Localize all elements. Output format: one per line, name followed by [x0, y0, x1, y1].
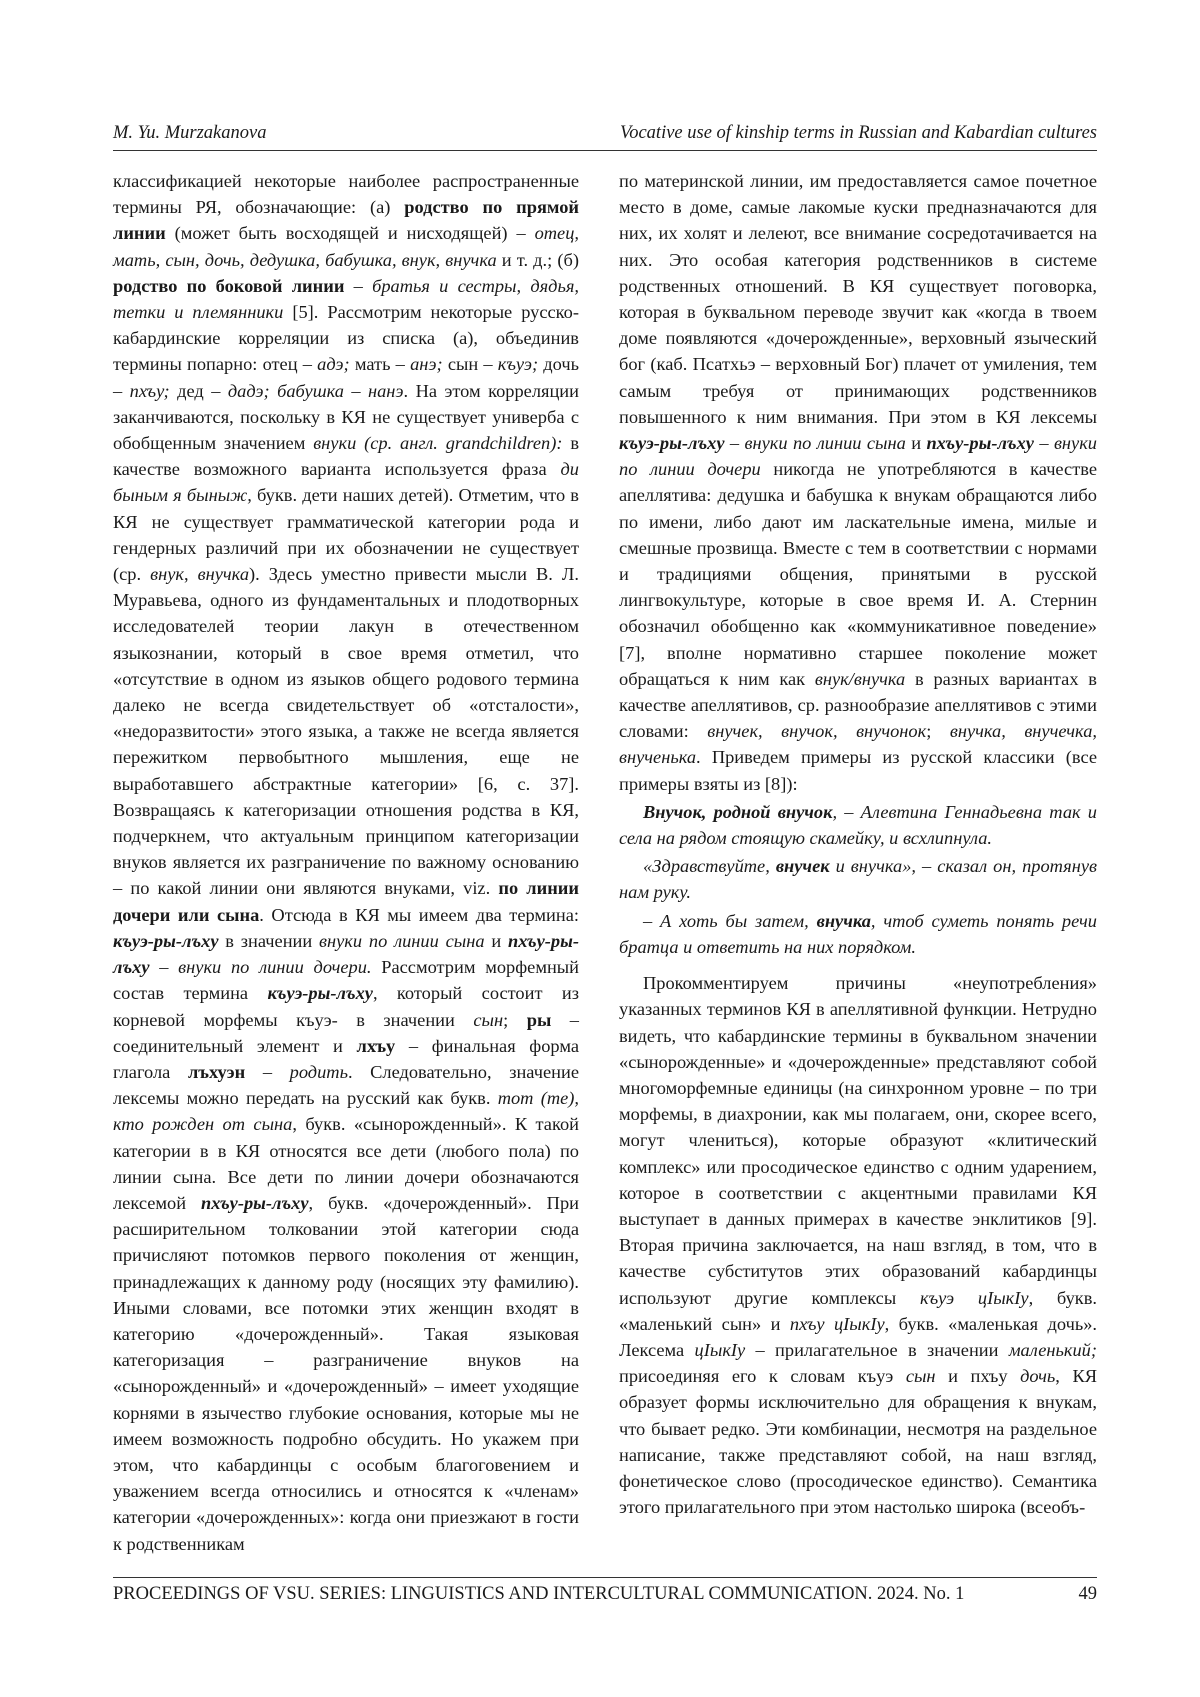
page-number: 49: [1078, 1584, 1097, 1604]
header-title: Vocative use of kinship terms in Russian and Kabardian cultures: [619, 123, 1097, 143]
example-quote: Внучок, родной внучок, – Алевтина Геннадьевна так и села на рядом стоящую скамейку, и всхлипнула.: [619, 801, 1097, 849]
footer-journal: PROCEEDINGS OF VSU. SERIES: LINGUISTICS AND INTERCULTURAL COMMUNICATION. 2024. No. 1: [113, 1584, 965, 1604]
paragraph: классификацией некоторые наиболее распространенные термины РЯ, обозначающие: (а) родство по прямой линии (может быть восходящей и нисходящей) – отец, мать, сын, дочь, дедушка, бабушка, внук, внучка и т. д.; (б) родство по боковой линии – братья и сестры, дядья, тетки и племянники [5]. Рассмотрим некоторые русско-кабардинские корреляции из списка (а), объединив термины попарно: отец – адэ; мать – анэ; сын – къуэ; дочь – пхъу; дед – дадэ; бабушка – нанэ. На этом корреляции заканчиваются, поскольку в КЯ не существует универба с обобщенным значением внуки (ср. англ. grandchildren): в качестве возможного варианта используется фраза ди быным я быныж, букв. дети наших детей). Отметим, что в КЯ не существует грамматической категории рода и гендерных различий при их обозначении не существует (ср. внук, внучка). Здесь уместно привести мысли В. Л. Муравьева, одного из фундаментальных и плодотворных исследователей теории лакун в отечественном языкознании, который в свое время отметил, что «отсутствие в одном из языков общего родового термина далеко не всегда свидетельствует об «отсталости», «недоразвитости» этого языка, а также не всегда является пережитком первобытного мышления, еще не выработавшего абстрактные категории» [6, с. 37]. Возвращаясь к категоризации отношения родства в КЯ, подчеркнем, что актуальным принципом категоризации внуков является их разграничение по важному основанию – по какой линии они являются внуками, viz. по линии дочери или сына. Отсюда в КЯ мы имеем два термина: къуэ-ры-лъху в значении внуки по линии сына и пхъу-ры-лъху – внуки по линии дочери. Рассмотрим морфемный состав термина къуэ-ры-лъху, который состоит из корневой морфемы къуэ- в значении сын; ры – соединительный элемент и лхъу – финальная форма глагола лъхуэн – родить. Следовательно, значение лексемы можно передать на русский как букв. тот (те), кто рожден от сына, букв. «сынорожденный». К такой категории в в КЯ относятся все дети (любого пола) по линии сына. Все дети по линии дочери обозначаются лексемой пхъу-ры-лъху, букв. «дочерожденный». При расширительном толковании этой категории сюда причисляют потомков первого поколения от женщин, принадлежащих к данному роду (носящих эту фамилию). Иными словами, все потомки этих женщин входят в категорию «дочерожденный». Такая языковая категоризация – разграничение внуков на «сынорожденный» и «дочерожденный» – имеет уходящие корнями в язычество глубокие основания, которые мы не имеем возможность подробно обсудить. Но укажем при этом, что кабардинцы с особым благоговением и уважением всегда относились и относятся к «членам» категории «дочерожденных»: когда они приезжают в гости к родственникам: [113, 171, 580, 1554]
header-author: M. Yu. Murzakanova: [113, 123, 267, 143]
running-header: [113, 122, 1097, 151]
running-footer: [113, 1577, 1097, 1604]
paragraph: Прокомментируем причины «неупотребления» указанных терминов КЯ в апеллятивной функции. Нетрудно видеть, что кабардинские термины в буквальном значении «сынорожденные» и «дочерожденные» представляют собой многоморфемные единицы (на синхронном уровне – по три морфемы, в диахронии, как мы полагаем, они, скорее всего, могут члениться), которые образуют «клитический комплекс» или просодическое единство с одним ударением, которое в соответствии с акцентными правилами КЯ выступает в данных примерах в качестве энклитиков [9]. Вторая причина заключается, на наш взгляд, в том, что в качестве субститутов этих образований кабардинцы используют другие комплексы къуэ цIыкIу, букв. «маленький сын» и пхъу цIыкIу, букв. «маленькая дочь». Лексема цIыкIу – прилагательное в значении маленький; присоединяя его к словам къуэ сын и пхъу дочь, КЯ образует формы исключительно для обращения к внукам, что бывает редко. Эти комбинации, несмотря на раздельное написание, также представляют собой, на наш взгляд, фонетическое слово (просодическое единство). Семантика этого прилагательного при этом настолько широка (всеобъ-: [619, 973, 1098, 1518]
example-quote: – А хоть бы затем, внучка, чтоб суметь понять речи братца и ответить на них порядком.: [619, 910, 1097, 957]
example-quote: «Здравствуйте, внучек и внучка», – сказал он, протянув нам руку.: [619, 856, 1097, 903]
left-column: [113, 168, 579, 1557]
right-column: [619, 168, 1097, 1520]
paragraph: по материнской линии, им предоставляется самое почетное место в доме, самые лакомые куски предназначаются для них, их холят и лелеют, все внимание сосредотачивается на них. Это особая категория родственников в системе родственных отношений. В КЯ существует поговорка, которая в буквальном переводе звучит как «когда в твоем доме появляются «дочерожденные», верховный языческий бог (каб. Псатхьэ – верховный Бог) плачет от умиления, тем самым требуя от принимающих родственников повышенного к ним внимания. При этом в КЯ лексемы къуэ-ры-лъху – внуки по линии сына и пхъу-ры-лъху – внуки по линии дочери никогда не употребляются в качестве апеллятива: дедушка и бабушка к внукам обращаются либо по имени, либо дают им ласкательные имена, милые и смешные прозвища. Вместе с тем в соответствии с нормами и традициями общения, принятыми в русской лингвокультуре, которые в свое время И. А. Стернин обозначил обобщенно как «коммуникативное поведение» [7], вполне нормативно старшее поколение может обращаться к ним как внук/внучка в разных вариантах в качестве апеллятивов, ср. разнообразие апеллятивов с этими словами: внучек, внучок, внучонок; внучка, внучечка, внученька. Приведем примеры из русской классики (все примеры взяты из [8]):: [619, 171, 1098, 794]
